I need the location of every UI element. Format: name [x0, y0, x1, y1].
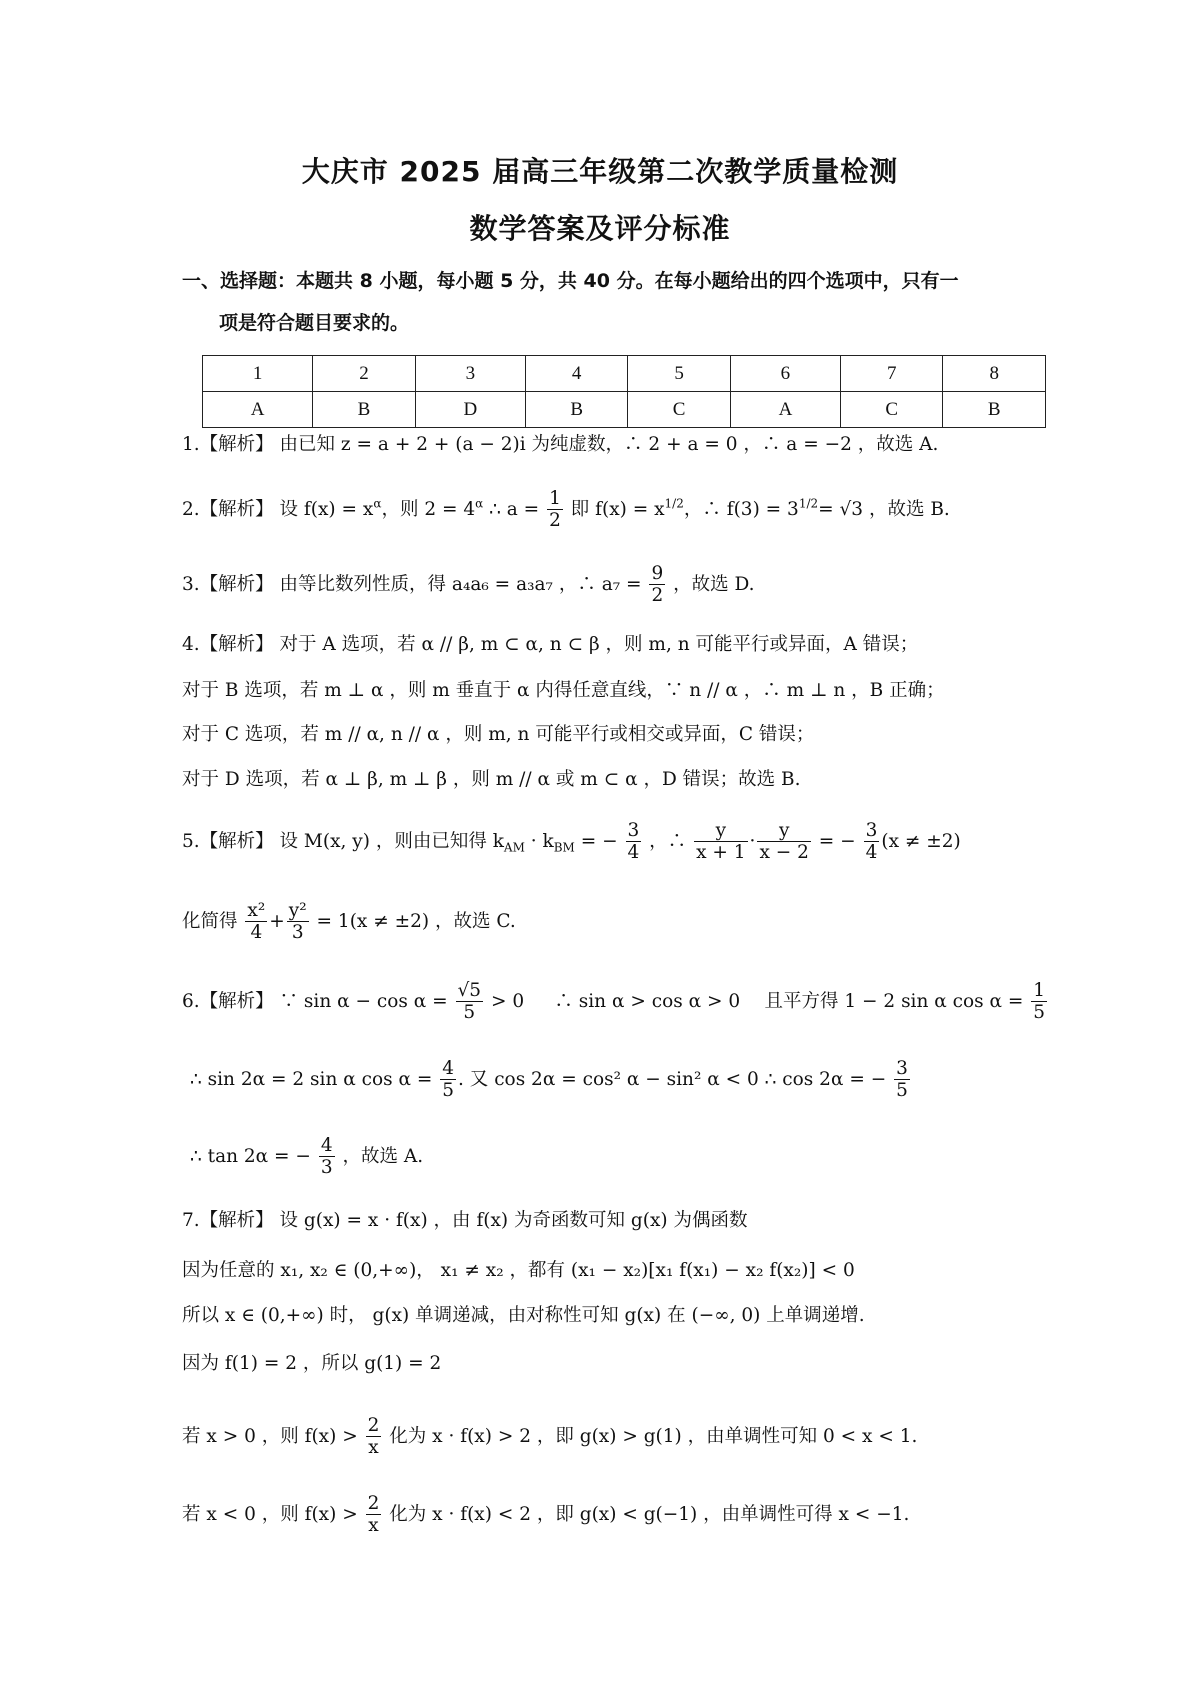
- q2-exponent: α: [475, 496, 484, 511]
- q7-fraction: [366, 1493, 382, 1537]
- q2-denominator: 2: [549, 510, 561, 532]
- question-number-cell: 3: [415, 356, 525, 392]
- q5-denominator: 4: [245, 921, 267, 943]
- q7-fraction: [366, 1415, 382, 1459]
- q5-text: = 1(x ≠ ±2) ，故选 C.: [316, 910, 516, 932]
- q2-text: ∴ a =: [483, 498, 540, 520]
- answer-table: [202, 355, 1046, 428]
- q6-text: ∴ tan 2α = −: [190, 1145, 311, 1167]
- solution-q4-line3: 对于 C 选项，若 m // α, n // α ，则 m, n 可能平行或相交或异面，C 错误；: [182, 724, 815, 745]
- q6-numerator: 1: [1033, 980, 1046, 1001]
- q6-fraction: [456, 980, 484, 1024]
- q7-numerator: 2: [367, 1415, 380, 1436]
- q6-fraction: [894, 1058, 910, 1102]
- q5-denominator: x + 1: [696, 842, 746, 864]
- q3-fraction: [649, 563, 665, 607]
- q6-text: 6.【解析】 ∵ sin α − cos α =: [182, 990, 448, 1012]
- solution-q5-line2: [182, 900, 516, 944]
- q7-text: 化为 x · f(x) > 2 ，即 g(x) > g(1) ，由单调性可知 0 < x < 1.: [389, 1425, 918, 1447]
- solution-q2: [182, 488, 950, 532]
- q2-text: = √3 ，故选 B.: [818, 498, 950, 520]
- q6-numerator: 3: [896, 1058, 908, 1079]
- q5-fraction: [626, 820, 642, 864]
- answer-cell: B: [313, 392, 415, 428]
- q3-text: 3.【解析】 由等比数列性质，得 a₄a₆ = a₃a₇ ，∴ a₇ =: [182, 573, 642, 595]
- question-number-cell: 2: [313, 356, 415, 392]
- q6-text: . 又 cos 2α = cos² α − sin² α < 0 ∴ cos 2α = −: [458, 1068, 887, 1090]
- q5-text: · k: [524, 830, 554, 852]
- q6-numerator: 4: [320, 1135, 333, 1156]
- answer-table-number-row: [203, 356, 1046, 392]
- q2-exponent: 1/2: [664, 496, 684, 511]
- answer-cell: B: [525, 392, 627, 428]
- solution-q5-line1: 5.【解析】 设 M(x, y) ，则由已知得 $k_{AM} \cdot k_{BM}$ = − $\frac{3}{4}$ ，∴ $\frac{y}{x + 1}$ · $\frac{y}{x - 2}$ = − $\frac{3}{4}$ (x ≠ ±2): [182, 820, 961, 864]
- q5-fraction: [864, 820, 880, 864]
- q6-text: > 0 ∴ sin α > cos α > 0 且平方得 1 − 2 sin α cos α =: [490, 990, 1024, 1012]
- q5-fraction: [245, 900, 267, 944]
- solution-q4-line4: 对于 D 选项，若 α ⊥ β, m ⊥ β ，则 m // α 或 m ⊂ α ，D 错误；故选 B.: [182, 769, 801, 790]
- question-number-cell: 7: [841, 356, 943, 392]
- solution-q6-line1: [182, 980, 1049, 1024]
- q6-denominator: 5: [456, 1001, 484, 1023]
- solution-q7-line4: 因为 f(1) = 2 ，所以 g(1) = 2: [182, 1353, 442, 1374]
- q2-exponent: α: [373, 496, 382, 511]
- question-number-cell: 4: [525, 356, 627, 392]
- solution-q7-line1: 7.【解析】 设 g(x) = x · f(x) ，由 f(x) 为奇函数可知 g(x) 为偶函数: [182, 1210, 748, 1231]
- q6-numerator: √5: [457, 980, 482, 1001]
- q5-text: (x ≠ ±2): [881, 830, 961, 852]
- answer-cell: A: [203, 392, 313, 428]
- solution-q7-line6: [182, 1493, 909, 1537]
- q2-text: 即 f(x) = x: [570, 498, 665, 520]
- q5-numerator: x²: [247, 900, 266, 921]
- q6-text: ，故选 A.: [342, 1145, 424, 1167]
- solution-q4-line2: 对于 B 选项，若 m ⊥ α ，则 m 垂直于 α 内得任意直线，∵ n // α ，∴ m ⊥ n ，B 正确；: [182, 680, 945, 701]
- answer-cell: C: [841, 392, 943, 428]
- q6-denominator: 5: [1033, 1002, 1046, 1024]
- page-title: 大庆市 2025 届高三年级第二次教学质量检测: [301, 155, 899, 188]
- q5-fraction: [287, 900, 309, 944]
- q5-text: ，∴: [649, 830, 687, 852]
- q6-fraction: [440, 1058, 456, 1102]
- question-number-cell: 5: [628, 356, 730, 392]
- q2-numerator: 1: [549, 488, 561, 509]
- q6-denominator: 5: [896, 1080, 908, 1102]
- answer-cell: A: [730, 392, 840, 428]
- solution-q4-line1: 4.【解析】 对于 A 选项，若 α // β, m ⊂ α, n ⊂ β ，则 m, n 可能平行或异面，A 错误；: [182, 634, 919, 655]
- section-heading: 一、选择题：本题共 8 小题，每小题 5 分，共 40 分。在每小题给出的四个选项中，只有一: [182, 270, 959, 292]
- q2-text: ，则 2 = 4: [381, 498, 476, 520]
- q5-denominator: 3: [287, 921, 309, 943]
- solution-q3: [182, 563, 755, 607]
- q5-denominator: 4: [627, 842, 640, 864]
- q7-numerator: 2: [367, 1493, 380, 1514]
- q3-denominator: 2: [651, 585, 664, 607]
- answer-cell: B: [943, 392, 1046, 428]
- q2-text: 2.【解析】 设 f(x) = x: [182, 498, 374, 520]
- q2-exponent: 1/2: [798, 496, 819, 511]
- q5-text: = −: [574, 830, 618, 852]
- q7-text: 若 x < 0 ，则 f(x) >: [182, 1503, 358, 1525]
- q6-fraction: [319, 1135, 335, 1179]
- q7-denominator: x: [366, 1514, 382, 1536]
- q7-text: 化为 x · f(x) < 2 ，即 g(x) < g(−1) ，由单调性可得 x < −1.: [389, 1503, 910, 1525]
- q2-text: ，∴ f(3) = 3: [683, 498, 799, 520]
- q5-denominator: x − 2: [759, 842, 809, 864]
- page-subtitle: 数学答案及评分标准: [469, 212, 731, 245]
- q6-denominator: 3: [320, 1157, 333, 1179]
- q5-subscript: AM: [503, 840, 525, 855]
- q3-text: ，故选 D.: [673, 573, 755, 595]
- q5-numerator: y: [778, 820, 790, 841]
- solution-q7-line5: [182, 1415, 917, 1459]
- q6-numerator: 4: [442, 1058, 455, 1079]
- q6-text: ∴ sin 2α = 2 sin α cos α =: [190, 1068, 433, 1090]
- answer-cell: D: [415, 392, 525, 428]
- q5-denominator: 4: [865, 842, 878, 864]
- q3-numerator: 9: [651, 563, 664, 584]
- q5-text: = −: [818, 830, 856, 852]
- question-number-cell: 1: [203, 356, 313, 392]
- solution-q7-line2: 因为任意的 x₁, x₂ ∈ (0,+∞)， x₁ ≠ x₂ ，都有 (x₁ − x₂)[x₁ f(x₁) − x₂ f(x₂)] < 0: [182, 1260, 855, 1281]
- q5-numerator: y²: [288, 900, 307, 921]
- answer-cell: C: [628, 392, 730, 428]
- q6-fraction: [1031, 980, 1047, 1024]
- q5-numerator: y: [715, 820, 727, 841]
- q5-numerator: 3: [627, 820, 640, 841]
- q5-subscript: BM: [553, 840, 575, 855]
- q5-fraction: [757, 820, 810, 864]
- solution-q1: 1.【解析】 由已知 z = a + 2 + (a − 2)i 为纯虚数，∴ 2 + a = 0 ，∴ a = −2 ，故选 A.: [182, 434, 939, 455]
- q6-denominator: 5: [442, 1080, 455, 1102]
- q7-denominator: x: [366, 1436, 382, 1458]
- q5-text: 化简得: [182, 910, 238, 932]
- q5-numerator: 3: [865, 820, 878, 841]
- solution-q6-line2: [190, 1058, 912, 1102]
- solution-q7-line3: 所以 x ∈ (0,+∞) 时， g(x) 单调递减，由对称性可知 g(x) 在 (−∞, 0) 上单调递增.: [182, 1305, 865, 1326]
- question-number-cell: 8: [943, 356, 1046, 392]
- q2-fraction: [547, 488, 563, 532]
- question-number-cell: 6: [730, 356, 840, 392]
- q5-text: +: [269, 910, 285, 932]
- q5-fraction: [694, 820, 747, 864]
- section-heading-cont: 项是符合题目要求的。: [219, 312, 410, 334]
- q5-text: 5.【解析】 设 M(x, y) ，则由已知得 k: [182, 830, 504, 852]
- answer-table-answer-row: [203, 392, 1046, 428]
- q7-text: 若 x > 0 ，则 f(x) >: [182, 1425, 358, 1447]
- solution-q6-line3: [190, 1135, 423, 1179]
